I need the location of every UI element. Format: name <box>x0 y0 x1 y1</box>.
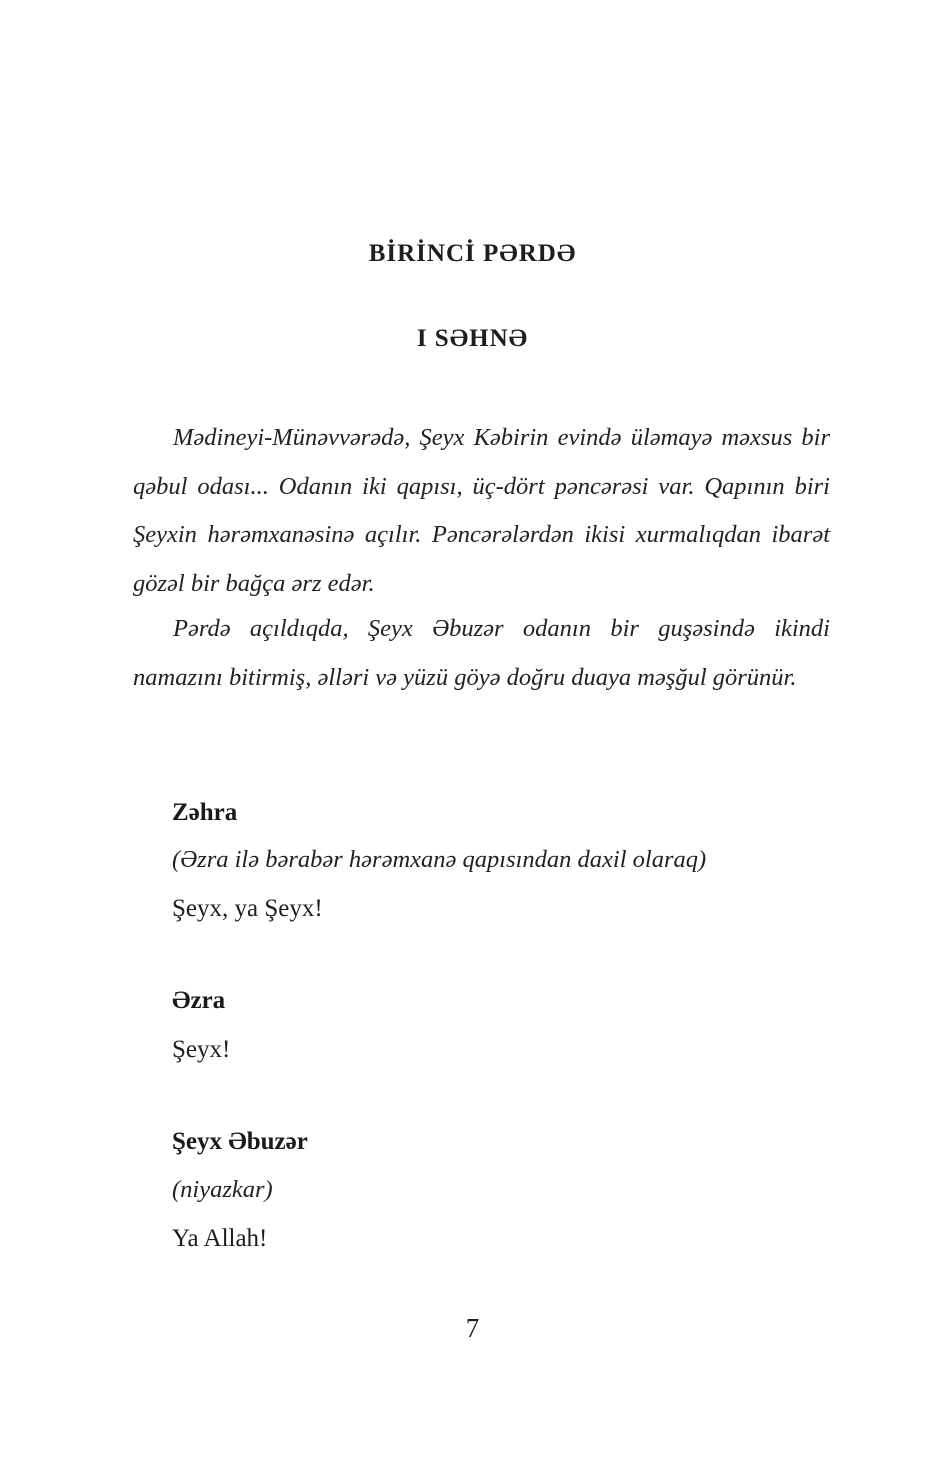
stage-direction-text: Pərdə açıldıqda, Şeyx Əbuzər odanın bir guşəsində ikindi namazını bitirmiş, əlləri və yüzü göyə doğru duaya məşğul görünür. <box>133 615 830 691</box>
scene-title: I SƏHNƏ <box>416 325 529 352</box>
act-title: BİRİNCİ PƏRDƏ <box>368 240 577 267</box>
stage-direction-paragraph <box>133 414 830 608</box>
dialogue-line: Ya Allah! <box>172 1225 268 1252</box>
dialogue-line: Şeyx, ya Şeyx! <box>172 895 323 922</box>
speaker-direction: (Əzra ilə bərabər hərəmxanə qapısından daxil olaraq) <box>172 846 707 873</box>
speaker-direction: (niyazkar) <box>172 1176 273 1203</box>
dialogue-line: Şeyx! <box>172 1036 231 1063</box>
stage-direction-paragraph <box>133 605 830 702</box>
speaker-name: Şeyx Əbuzər <box>172 1128 308 1155</box>
page-number: 7 <box>465 1313 480 1343</box>
stage-direction-text: Mədineyi-Münəvvərədə, Şeyx Kəbirin evində üləmayə məxsus bir qəbul odası... Odanın iki qapısı, üç-dört pəncərəsi var. Qapının biri Şeyxin hərəmxanəsinə açılır. Pəncərələrdən ikisi xurmalıqdan ibarət gözəl bir bağça ərz edər. <box>133 424 830 597</box>
speaker-name: Zəhra <box>172 799 238 826</box>
speaker-name: Əzra <box>172 987 226 1014</box>
